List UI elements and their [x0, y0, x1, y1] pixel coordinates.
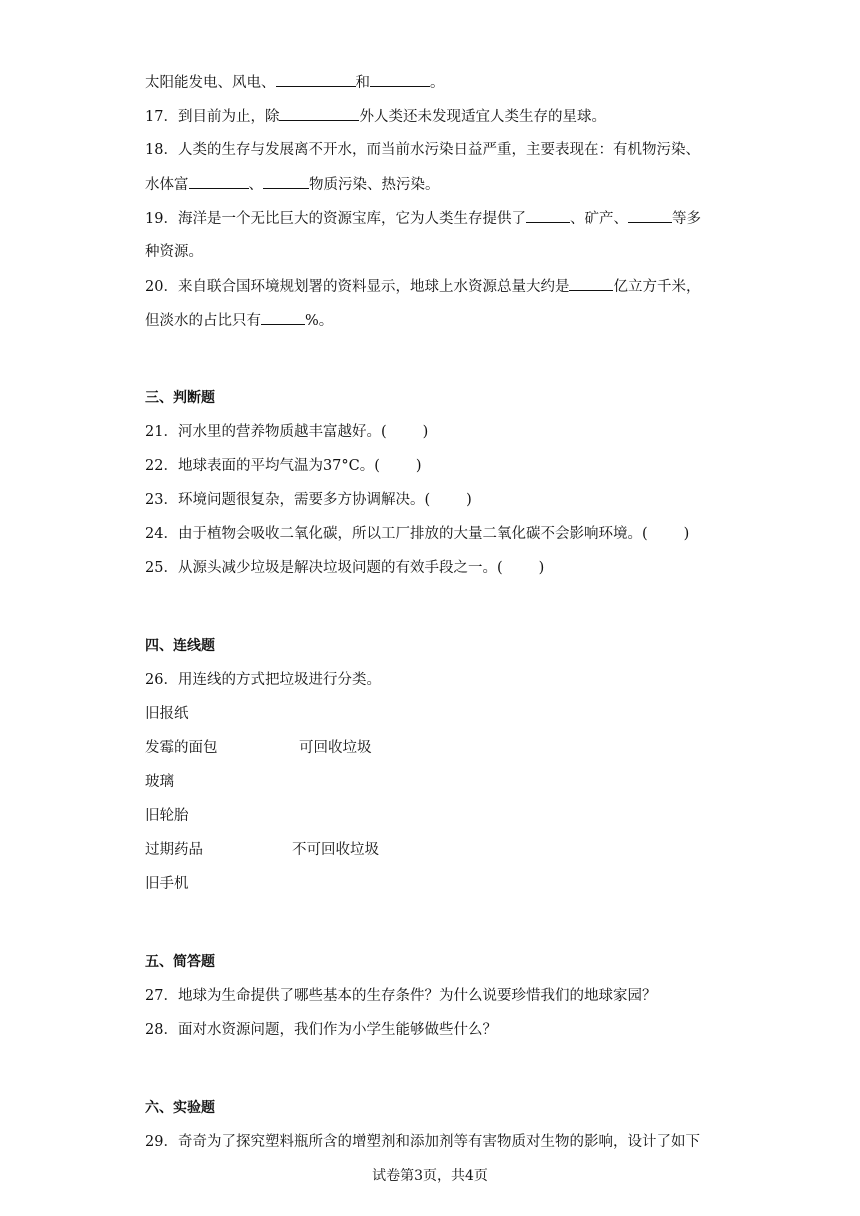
question-19-line1: 19．海洋是一个无比巨大的资源宝库，它为人类生存提供了 、矿产、 等多 — [145, 208, 701, 229]
match-left-item[interactable]: 旧手机 — [145, 876, 189, 892]
answer-blank[interactable] — [263, 174, 309, 189]
answer-blank[interactable] — [370, 72, 430, 87]
question-18-line2: 水体富 、 物质污染、热污染。 — [145, 174, 440, 195]
question-28: 28．面对水资源问题，我们作为小学生能够做些什么？ — [145, 1022, 497, 1038]
answer-blank[interactable] — [628, 208, 672, 223]
match-left-item[interactable]: 旧报纸 — [145, 706, 189, 722]
question-18-line1: 18．人类的生存与发展离不开水，而当前水污染日益严重，主要表现在：有机物污染、 — [145, 142, 700, 158]
q16-tail: 太阳能发电、风电、 和 。 — [145, 72, 445, 93]
match-left-item[interactable]: 发霉的面包 — [145, 740, 218, 756]
question-27: 27．地球为生命提供了哪些基本的生存条件？为什么说要珍惜我们的地球家园？ — [145, 988, 657, 1004]
answer-blank[interactable] — [569, 276, 613, 291]
answer-blank[interactable] — [279, 106, 359, 121]
answer-blank[interactable] — [189, 174, 249, 189]
question-20-line2: 但淡水的占比只有 %。 — [145, 310, 333, 331]
match-right-item[interactable]: 不可回收垃圾 — [292, 842, 379, 858]
question-25: 25．从源头减少垃圾是解决垃圾问题的有效手段之一。( ) — [145, 560, 545, 576]
match-left-item[interactable]: 旧轮胎 — [145, 808, 189, 824]
question-24: 24．由于植物会吸收二氧化碳，所以工厂排放的大量二氧化碳不会影响环境。( ) — [145, 526, 690, 542]
question-22: 22．地球表面的平均气温为37°C。( ) — [145, 458, 422, 474]
question-19-line2: 种资源。 — [145, 244, 203, 260]
match-left-item[interactable]: 玻璃 — [145, 774, 174, 790]
question-17: 17．到目前为止，除 外人类还未发现适宜人类生存的星球。 — [145, 106, 606, 127]
answer-blank[interactable] — [276, 72, 356, 87]
question-26: 26．用连线的方式把垃圾进行分类。 — [145, 672, 381, 688]
question-23: 23．环境问题很复杂，需要多方协调解决。( ) — [145, 492, 472, 508]
page-footer: 试卷第3页，共4页 — [372, 1168, 488, 1184]
section-title-matching: 四、连线题 — [145, 638, 215, 654]
answer-blank[interactable] — [526, 208, 570, 223]
question-21: 21．河水里的营养物质越丰富越好。( ) — [145, 424, 429, 440]
answer-blank[interactable] — [261, 310, 305, 325]
section-title-short-answer: 五、简答题 — [145, 954, 215, 970]
match-right-item[interactable]: 可回收垃圾 — [299, 740, 372, 756]
question-29: 29．奇奇为了探究塑料瓶所含的增塑剂和添加剂等有害物质对生物的影响，设计了如下 — [145, 1134, 700, 1150]
section-title-judgement: 三、判断题 — [145, 390, 215, 406]
question-20-line1: 20．来自联合国环境规划署的资料显示，地球上水资源总量大约是 亿立方千米， — [145, 276, 700, 297]
match-left-item[interactable]: 过期药品 — [145, 842, 203, 858]
section-title-experiment: 六、实验题 — [145, 1100, 215, 1116]
